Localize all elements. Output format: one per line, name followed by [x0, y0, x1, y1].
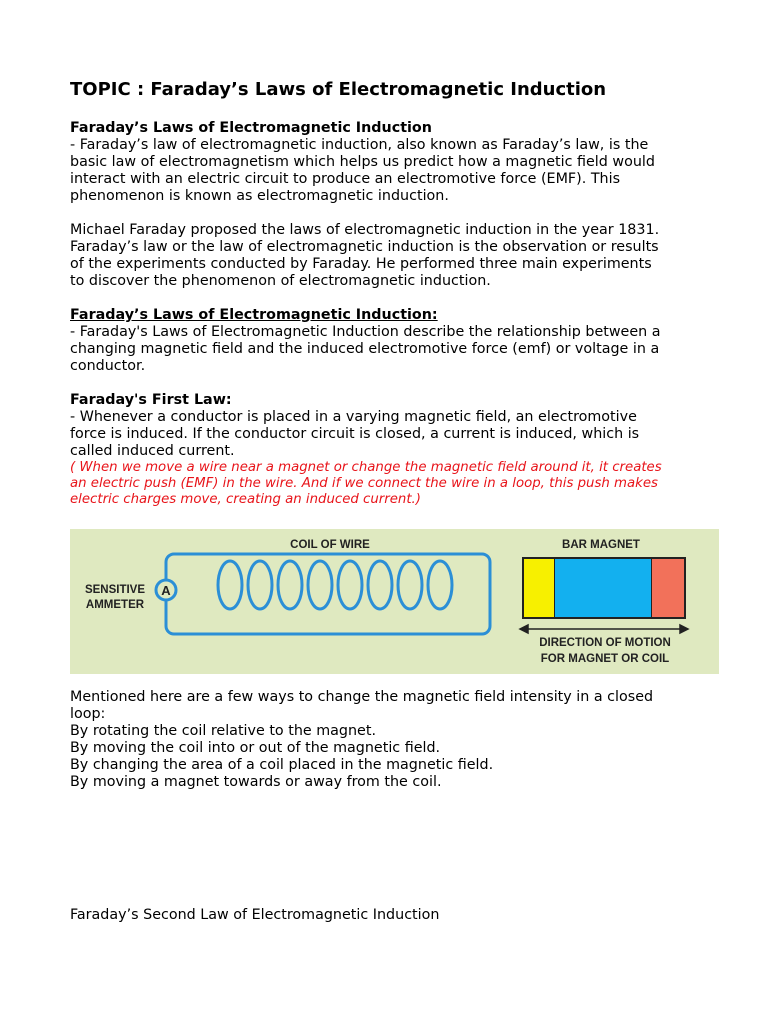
explanation-note	[70, 460, 730, 508]
induction-diagram	[70, 529, 719, 674]
document-body	[70, 78, 730, 791]
second-law-heading: Faraday’s Second Law of Electromagnetic Induction	[70, 907, 440, 923]
list-item: By moving a magnet towards or away from the coil.	[70, 774, 442, 790]
text-line: Michael Faraday proposed the laws of electromagnetic induction in the year 1831.	[70, 222, 660, 238]
text-line: to discover the phenomenon of electromagnetic induction.	[70, 273, 491, 289]
list-item: By changing the area of a coil placed in the magnetic field.	[70, 757, 494, 773]
page-title: TOPIC : Faraday’s Laws of Electromagnetic Induction	[70, 79, 607, 100]
motion-label: FOR MAGNET OR COIL	[540, 653, 670, 665]
list-item: By moving the coil into or out of the magnetic field.	[70, 740, 441, 756]
section-heading: Faraday's First Law:	[70, 392, 232, 408]
section-heading: Faraday’s Laws of Electromagnetic Induction	[70, 120, 432, 136]
list-item: By rotating the coil relative to the magnet.	[70, 723, 377, 739]
text-line: - Whenever a conductor is placed in a varying magnetic field, an electromotive	[70, 409, 637, 425]
magnet-label: BAR MAGNET	[562, 539, 640, 551]
text-line: of the experiments conducted by Faraday. He performed three main experiments	[70, 256, 652, 272]
note-line: an electric push (EMF) in the wire. And if we connect the wire in a loop, this push makes	[70, 476, 658, 491]
text-line: conductor.	[70, 358, 146, 374]
section-first-law	[70, 392, 730, 508]
ammeter-symbol: A	[161, 583, 171, 598]
paragraph	[70, 137, 730, 205]
section-heading: Faraday’s Laws of Electromagnetic Induction:	[70, 307, 438, 323]
text-line: called induced current.	[70, 443, 235, 459]
note-line: ( When we move a wire near a magnet or change the magnetic field around it, it creates	[70, 460, 662, 475]
bar-magnet	[522, 557, 686, 619]
section-intro	[70, 120, 730, 205]
paragraph	[70, 324, 730, 375]
ammeter-label: SENSITIVE	[84, 584, 146, 596]
paragraph	[70, 409, 730, 460]
paragraph-ways	[70, 689, 730, 791]
text-line: loop:	[70, 706, 106, 722]
paragraph-history	[70, 222, 730, 290]
section-laws	[70, 307, 730, 375]
text-line: basic law of electromagnetism which helps us predict how a magnetic field would	[70, 154, 655, 170]
motion-label: DIRECTION OF MOTION	[539, 637, 671, 649]
text-line: - Faraday’s law of electromagnetic induction, also known as Faraday’s law, is the	[70, 137, 649, 153]
text-line: Faraday’s law or the law of electromagnetic induction is the observation or results	[70, 239, 659, 255]
text-line: - Faraday's Laws of Electromagnetic Induction describe the relationship between a	[70, 324, 661, 340]
note-line: electric charges move, creating an induced current.)	[70, 492, 421, 507]
coil-label: COIL OF WIRE	[290, 539, 370, 551]
ammeter-label: AMMETER	[85, 599, 145, 611]
text-line: force is induced. If the conductor circuit is closed, a current is induced, which is	[70, 426, 640, 442]
text-line: Mentioned here are a few ways to change the magnetic field intensity in a closed	[70, 689, 654, 705]
text-line: interact with an electric circuit to produce an electromotive force (EMF). This	[70, 171, 621, 187]
text-line: phenomenon is known as electromagnetic induction.	[70, 188, 449, 204]
text-line: changing magnetic field and the induced electromotive force (emf) or voltage in a	[70, 341, 660, 357]
